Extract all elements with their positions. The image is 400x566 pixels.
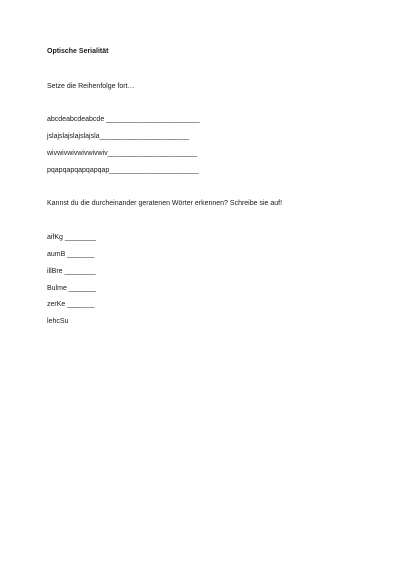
scrambled-word-line: lehcSu bbox=[47, 318, 69, 325]
scrambled-word-line: Bulme _______ bbox=[47, 285, 97, 292]
task2-instruction: Kannst du die durcheinander geratenen Wörter erkennen? Schreibe sie auf! bbox=[47, 200, 283, 207]
page-title: Optische Serialität bbox=[47, 48, 109, 55]
sequence-line: abcdeabcdeabcde ________________________ bbox=[47, 116, 200, 123]
sequence-line: wivwivwivwivwivwiv_______________________ bbox=[47, 150, 198, 157]
scrambled-word-line: aumB _______ bbox=[47, 251, 95, 258]
scrambled-word-line: aifKg ________ bbox=[47, 234, 97, 241]
sequence-line: jslajslajslajslajsla_______________________ bbox=[47, 133, 190, 140]
scrambled-word-line: illBre ________ bbox=[47, 268, 96, 275]
sequence-line: pqapqapqapqapqap_______________________ bbox=[47, 167, 199, 174]
task1-instruction: Setze die Reihenfolge fort… bbox=[47, 83, 135, 90]
scrambled-word-line: zerKe _______ bbox=[47, 301, 95, 308]
